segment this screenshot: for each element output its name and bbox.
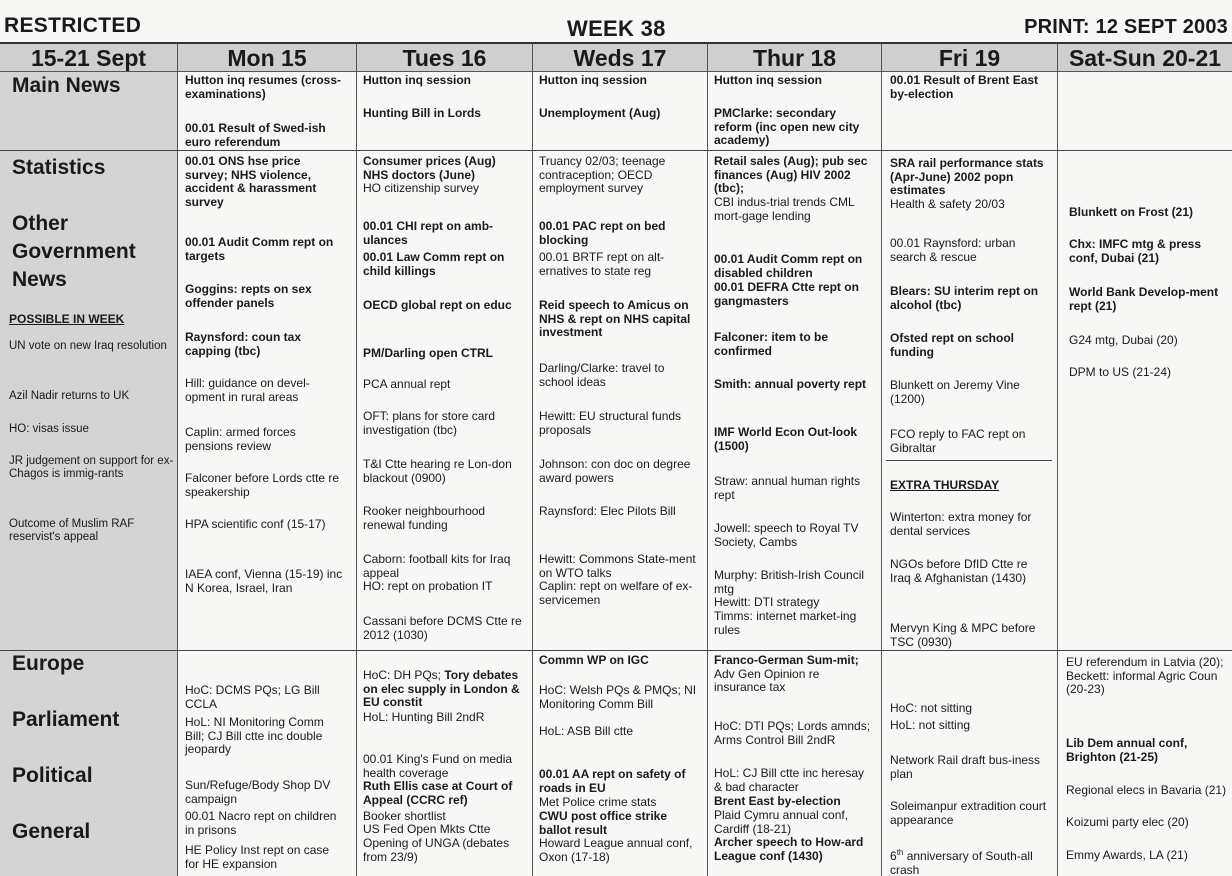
mon-other-6: Falconer before Lords ctte re speakership [185,471,340,499]
thu-gen-2: Plaid Cymru annual conf, Cardiff (18-21) [714,808,849,836]
thu-stat-1b: CBI indus-trial trends CML mort-gage lending [714,195,855,223]
mon-other-4: Hill: guidance on devel-opment in rural areas [185,376,310,404]
thu-main-2: PMClarke: secondary reform (inc open new city academy) [714,106,860,147]
label-other: Other [12,212,69,235]
thu-other-10: Timms: internet market-ing rules [714,609,857,637]
thu-europe-1b: Adv Gen Opinion re insurance tax [714,666,820,694]
column-thu [708,72,882,876]
tue-other-11: Cassani before DCMS Ctte re 2012 (1030) [363,614,522,642]
tue-other-5: PCA annual rept [363,377,451,391]
mon-other-7: HPA scientific conf (15-17) [185,517,326,531]
week-label: WEEK 38 [567,16,666,41]
wed-main-2: Unemployment (Aug) [539,106,661,120]
thu-other-7: Jowell: speech to Royal TV Society, Cambs [714,521,859,549]
wed-parl-2: HoL: ASB Bill ctte [539,724,634,738]
wed-other-2: 00.01 BRTF rept on alt-ernatives to state reg [539,250,665,278]
label-general: General [12,820,91,843]
fri-gen-2: Soleimanpur extradition court appearance [890,799,1047,827]
header-mon: Mon 15 [178,42,357,72]
header-sat-sun: Sat-Sun 20-21 [1058,42,1232,72]
fri-extra-title: EXTRA THURSDAY [890,478,1000,492]
tue-gen-1: 00.01 King's Fund on media health coverage [363,752,513,780]
tue-parl-2: HoL: Hunting Bill 2ndR [363,710,485,724]
fri-other-5: FCO reply to FAC rept on Gibraltar [890,427,1026,455]
possible-item: HO: visas issue [9,423,89,435]
mon-parl-2: HoL: NI Monitoring Comm Bill; CJ Bill ctte inc double jeopardy [185,715,324,756]
fri-gen-3-num: 6 [890,849,897,863]
wed-gen-3: CWU post office strike ballot result [539,809,668,837]
label-main-news: Main News [12,74,121,97]
tue-parl-1b: Tory debates on elec supply in London & EU constit [363,668,520,709]
restricted-label: RESTRICTED [4,14,142,37]
thu-stat-1a: Retail sales (Aug); pub sec finances (Aug) HIV 2002 (tbc); [714,154,868,195]
wed-gen-1: 00.01 AA rept on safety of roads in EU [539,767,686,795]
fri-extra-3: Mervyn King & MPC before TSC (0930) [890,621,1036,649]
wed-europe-1: Commn WP on IGC [539,653,649,667]
thu-other-5: IMF World Econ Out-look (1500) [714,425,858,453]
fri-parl-2: HoL: not sitting [890,718,971,732]
fri-gen-1: Network Rail draft bus-iness plan [890,753,1041,781]
tue-other-2: 00.01 Law Comm rept on child killings [363,250,505,278]
fri-other-3: Ofsted rept on school funding [890,331,1015,359]
fri-parl-1: HoC: not sitting [890,701,973,715]
possible-item: Outcome of Muslim RAF reservist's appeal [9,518,135,543]
tue-gen-2: Ruth Ellis case at Court of Appeal (CCRC ref) [363,779,513,807]
row-label-column [0,72,178,876]
thu-gen-3: Archer speech to How-ard League conf (1430) [714,835,864,863]
sat-other-1: Blunkett on Frost (21) [1069,205,1194,219]
thu-parl-2: HoL: CJ Bill ctte inc heresay & bad character [714,766,865,794]
mon-stat-1: 00.01 ONS hse price survey; NHS violence, accident & harassment survey [185,154,317,209]
mon-other-1: 00.01 Audit Comm rept on targets [185,235,334,263]
sat-europe-1: EU referendum in Latvia (20); Beckett: informal Agric Coun (20-23) [1066,655,1224,696]
mon-gen-2: 00.01 Nacro rept on children in prisons [185,809,337,837]
fri-extra-1: Winterton: extra money for dental services [890,510,1032,538]
column-mon [178,72,357,876]
header-thu: Thur 18 [708,42,882,72]
tue-stat-1a: Consumer prices (Aug) NHS doctors (June) [363,154,496,182]
wed-other-3: Reid speech to Amicus on NHS & rept on NHS capital investment [539,298,691,339]
fri-other-1: 00.01 Raynsford: urban search & rescue [890,236,1016,264]
thu-other-3: Falconer: item to be confirmed [714,330,829,358]
wed-other-8: Hewitt: Commons State-ment on WTO talks [539,552,696,580]
mon-other-3: Raynsford: coun tax capping (tbc) [185,330,302,358]
possible-item: JR judgement on support for ex-Chagos is immig-rants [9,455,174,480]
top-bar [0,0,1232,42]
tue-other-8: Rooker neighbourhood renewal funding [363,504,486,532]
possible-in-week-title: POSSIBLE IN WEEK [9,312,125,326]
sat-other-5: DPM to US (21-24) [1069,365,1172,379]
wed-gen-4: Howard League annual conf, Oxon (17-18) [539,836,693,864]
thu-gen-1: Brent East by-election [714,794,841,808]
tue-other-6: OFT: plans for store card investigation (tbc) [363,409,496,437]
tue-gen-5: Opening of UNGA (debates from 23/9) [363,836,510,864]
tue-other-4: PM/Darling open CTRL [363,346,493,360]
mon-parl-1: HoC: DCMS PQs; LG Bill CCLA [185,683,320,711]
label-statistics: Statistics [12,156,106,179]
mon-other-5: Caplin: armed forces pensions review [185,425,296,453]
thu-main-1: Hutton inq session [714,73,822,87]
mon-gen-3: HE Policy Inst rept on case for HE expansion [185,843,330,871]
wed-other-6: Johnson: con doc on degree award powers [539,457,691,485]
wed-other-9: Caplin: rept on welfare of ex-servicemen [539,579,693,607]
thu-other-6: Straw: annual human rights rept [714,474,861,502]
fri-gen-3 [890,846,1050,876]
wed-parl-1: HoC: Welsh PQs & PMQs; NI Monitoring Comm Bill [539,683,697,711]
wed-main-1: Hutton inq session [539,73,647,87]
header-tue: Tues 16 [357,42,533,72]
print-date: PRINT: 12 SEPT 2003 [1024,16,1228,38]
tue-gen-4: US Fed Open Mkts Ctte [363,822,491,836]
header-range: 15-21 Sept [0,42,178,72]
tue-other-9: Caborn: football kits for Iraq appeal [363,552,511,580]
possible-item: UN vote on new Iraq resolution [9,340,167,352]
tue-other-10: HO: rept on probation IT [363,579,493,593]
label-europe: Europe [12,652,85,675]
thu-other-1: 00.01 Audit Comm rept on disabled children [714,252,863,280]
sat-other-2: Chx: IMFC mtg & press conf, Dubai (21) [1069,237,1202,265]
thu-other-9: Hewitt: DTI strategy [714,595,820,609]
sat-gen-2: Koizumi party elec (20) [1066,815,1189,829]
label-political: Political [12,764,93,787]
tue-stat-1b: HO citizenship survey [363,181,480,195]
fri-main-1: 00.01 Result of Brent East by-election [890,73,1039,101]
thu-europe-1 [714,654,874,695]
fri-stat-1: SRA rail performance stats (Apr-June) 2002 popn estimates [890,156,1044,197]
fri-other-2: Blears: SU interim rept on alcohol (tbc) [890,284,1039,312]
fri-gen-3-sup: th [896,848,904,857]
sat-parl-1: Lib Dem annual conf, Brighton (21-25) [1066,736,1188,764]
sat-other-3: World Bank Develop-ment rept (21) [1069,285,1219,313]
mon-main-1: Hutton inq resumes (cross-examinations) [185,73,342,101]
tue-other-1: 00.01 CHI rept on amb-ulances [363,219,494,247]
thu-other-8: Murphy: British-Irish Council mtg [714,568,865,596]
fri-extra-2: NGOs before DfID Ctte re Iraq & Afghanistan (1430) [890,557,1028,585]
header-wed: Weds 17 [533,42,708,72]
header-fri: Fri 19 [882,42,1058,72]
tue-other-3: OECD global rept on educ [363,298,512,312]
tue-main-2: Hunting Bill in Lords [363,106,481,120]
tue-parl-1a: HoC: DH PQs; [363,668,442,682]
mon-main-2: 00.01 Result of Swed-ish euro referendum [185,121,326,149]
column-wed [533,72,708,876]
mon-other-2: Goggins: repts on sex offender panels [185,282,312,310]
wed-other-1: 00.01 PAC rept on bed blocking [539,219,666,247]
fri-gen-3-text: anniversary of South-all crash [890,849,1033,876]
fri-stat-1b: Health & safety 20/03 [890,197,1005,211]
thu-europe-1a: Franco-German Sum-mit; [714,653,859,667]
wed-other-5: Hewitt: EU structural funds proposals [539,409,682,437]
possible-item: Azil Nadir returns to UK [9,390,130,402]
thu-other-4: Smith: annual poverty rept [714,377,867,391]
extra-thursday-divider [886,460,1052,461]
tue-other-7: T&I Ctte hearing re Lon-don blackout (0900) [363,457,512,485]
column-sat-sun [1058,72,1232,876]
wed-other-4: Darling/Clarke: travel to school ideas [539,361,665,389]
label-news: News [12,268,67,291]
column-tue [357,72,533,876]
sat-other-4: G24 mtg, Dubai (20) [1069,333,1178,347]
tue-gen-3: Booker shortlist [363,809,446,823]
thu-parl-1: HoC: DTI PQs; Lords amnds; Arms Control Bill 2ndR [714,719,871,747]
sat-gen-1: Regional elecs in Bavaria (21) [1066,783,1227,797]
mon-other-8: IAEA conf, Vienna (15-19) inc N Korea, Israel, Iran [185,567,343,595]
wed-stat-1: Truancy 02/03; teenage contraception; OECD employment survey [539,154,666,195]
fri-other-4: Blunkett on Jeremy Vine (1200) [890,378,1020,406]
column-fri [882,72,1058,876]
wed-other-7: Raynsford: Elec Pilots Bill [539,504,676,518]
tue-main-1: Hutton inq session [363,73,471,87]
label-parliament: Parliament [12,708,120,731]
mon-gen-1: Sun/Refuge/Body Shop DV campaign [185,778,331,806]
tue-parl-1 [363,669,523,710]
sat-gen-3: Emmy Awards, LA (21) [1066,848,1188,862]
thu-other-2: 00.01 DEFRA Ctte rept on gangmasters [714,280,859,308]
wed-gen-2: Met Police crime stats [539,795,657,809]
label-government: Government [12,240,136,263]
